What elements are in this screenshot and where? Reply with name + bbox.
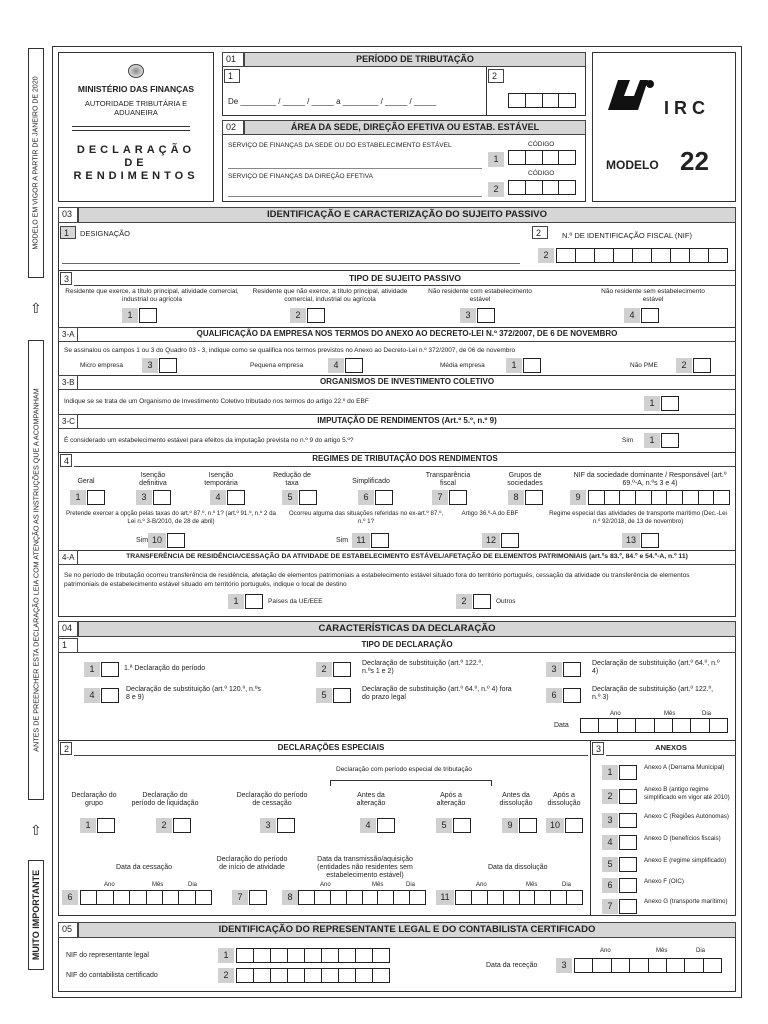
q04-3-number: 3 bbox=[592, 742, 604, 755]
cess-n: 6 bbox=[62, 890, 78, 905]
q04-number: 04 bbox=[58, 621, 78, 637]
q4-opt11-label: Ocorreu alguma das situações referidas no ex-art.º 87.º, n.º 1? bbox=[288, 510, 444, 525]
anexo-a-n: 1 bbox=[602, 765, 618, 780]
q01-field2-number: 2 bbox=[488, 69, 504, 83]
q3-opt3-n: 3 bbox=[460, 308, 476, 323]
decl-opt3-checkbox[interactable] bbox=[563, 662, 581, 677]
decl-data-cells[interactable] bbox=[580, 718, 728, 733]
q02-n1: 1 bbox=[488, 152, 504, 167]
nif-label: N.º DE IDENTIFICAÇÃO FISCAL (NIF) bbox=[562, 231, 692, 240]
q3b-number: 3-B bbox=[58, 375, 78, 390]
esp-liq-n: 2 bbox=[156, 818, 172, 833]
nif-rep-label: NIF do representante legal bbox=[66, 952, 149, 959]
anexo-d-label: Anexo D (benefícios fiscais) bbox=[644, 835, 721, 842]
anexo-a-label: Anexo A (Derrama Municipal) bbox=[644, 764, 725, 771]
q4-opt11-n: 11 bbox=[352, 533, 370, 548]
model-box bbox=[592, 52, 736, 202]
q02-code-label-2: CÓDIGO bbox=[528, 170, 555, 177]
anexo-f-checkbox[interactable] bbox=[619, 878, 637, 893]
nif-cont-n: 2 bbox=[218, 968, 234, 983]
esp-apos-dis-label: Após a dissolução bbox=[547, 792, 581, 807]
decl-opt6-n: 6 bbox=[546, 688, 562, 703]
anexo-c-checkbox[interactable] bbox=[619, 813, 637, 828]
esp-antes-alt-checkbox[interactable] bbox=[377, 818, 395, 833]
q02-code2-cells[interactable] bbox=[508, 180, 576, 195]
q4-transp-n: 7 bbox=[432, 490, 448, 505]
transm-dia-label: Dia bbox=[406, 882, 416, 888]
anexo-b-label: Anexo B (antigo regime simplificado em vigor até 2010) bbox=[644, 786, 730, 801]
q4-simpl-checkbox[interactable] bbox=[375, 490, 393, 505]
q03-title: IDENTIFICAÇÃO E CARACTERIZAÇÃO DO SUJEITO PASSIVO bbox=[78, 207, 736, 223]
q05-number: 05 bbox=[58, 922, 78, 938]
esp-apos-dis-checkbox[interactable] bbox=[565, 818, 583, 833]
q4-nifdom-n: 9 bbox=[570, 490, 586, 505]
data-recepcao-cells[interactable] bbox=[574, 958, 722, 973]
data-recepcao-label: Data da receção bbox=[486, 962, 538, 969]
dis-ano-label: Ano bbox=[476, 882, 487, 888]
q03-number: 03 bbox=[58, 207, 78, 223]
q4-reducao-label: Redução de taxa bbox=[273, 472, 311, 487]
dis-dia-label: Dia bbox=[562, 882, 572, 888]
coat-of-arms-icon bbox=[128, 64, 144, 78]
q4-opt10-label: Pretende exercer a opção pelas taxas do art.º 87.º, n.º 1? (art.º 91.º, n.º 2 da Lei n.º 3-B/2010, de 28 de abril) bbox=[66, 510, 276, 525]
irc-logo-text: IRC bbox=[664, 98, 710, 118]
decl-opt4-checkbox[interactable] bbox=[101, 688, 119, 703]
esp-cess-checkbox[interactable] bbox=[277, 818, 295, 833]
decl-opt4-n: 4 bbox=[84, 688, 100, 703]
esp-antes-dis-checkbox[interactable] bbox=[519, 818, 537, 833]
cess-ano-label: Ano bbox=[104, 882, 115, 888]
q01-title: PERÍODO DE TRIBUTAÇÃO bbox=[244, 52, 586, 67]
q4-number: 4 bbox=[60, 454, 72, 467]
decl-opt5-checkbox[interactable] bbox=[333, 688, 351, 703]
recep-mes-label: Mês bbox=[656, 948, 668, 954]
decl-opt3-label: Declaração de substituição (art.º 64.º, n.º 4) bbox=[592, 660, 720, 675]
q3-opt4-label: Não residente sem estabelecimento estável bbox=[601, 288, 705, 303]
side-strip-2 bbox=[28, 340, 44, 800]
cess-mes-label: Mês bbox=[152, 882, 164, 888]
arrow-up-icon: ⇧ bbox=[30, 300, 42, 316]
authority-name: AUTORIDADE TRIBUTÁRIA E ADUANEIRA bbox=[84, 99, 188, 117]
q3-opt4-n: 4 bbox=[624, 308, 640, 323]
q3a-micro-label: Micro empresa bbox=[80, 362, 123, 369]
q3b-checkbox[interactable] bbox=[661, 396, 679, 411]
anexo-d-n: 4 bbox=[602, 835, 618, 850]
q3a-micro-checkbox[interactable] bbox=[159, 358, 177, 373]
esp-antes-alt-label: Antes da alteração bbox=[356, 792, 386, 807]
q4-reducao-n: 5 bbox=[282, 490, 298, 505]
q3a-media-n: 1 bbox=[506, 358, 522, 373]
anexo-g-label: Anexo G (transporte marítimo) bbox=[644, 898, 728, 905]
esp-antes-dis-label: Antes da dissolução bbox=[499, 792, 533, 807]
dis-n: 11 bbox=[436, 890, 454, 905]
q3a-number: 3-A bbox=[58, 327, 78, 342]
q3c-text: É considerado um estabelecimento estável para efeitos da imputação prevista no n.º 9 do artigo 5.º? bbox=[64, 437, 354, 444]
q02-row2-label: SERVIÇO DE FINANÇAS DA DIREÇÃO EFETIVA bbox=[228, 173, 373, 180]
q3a-pequena-checkbox[interactable] bbox=[345, 358, 363, 373]
q3a-title: QUALIFICAÇÃO DA EMPRESA NOS TERMOS DO ANEXO AO DECRETO-LEI N.º 372/2007, DE 6 DE NOVEMBRO bbox=[78, 327, 736, 342]
q3a-naopme-label: Não PME bbox=[630, 362, 658, 369]
data-dissolucao-cells[interactable] bbox=[455, 890, 583, 905]
esp-grupo-checkbox[interactable] bbox=[97, 818, 115, 833]
q3b-n: 1 bbox=[644, 396, 660, 411]
q02-number: 02 bbox=[222, 120, 244, 135]
decl-opt1-n: 1 bbox=[84, 662, 100, 677]
side-important-text: MUITO IMPORTANTE bbox=[31, 869, 41, 961]
q04-2-number: 2 bbox=[60, 742, 72, 755]
nif-cont-cells[interactable] bbox=[236, 968, 390, 983]
nif-cells[interactable] bbox=[556, 248, 728, 263]
at-logo-icon bbox=[604, 76, 654, 112]
decl-opt1-checkbox[interactable] bbox=[101, 662, 119, 677]
q01-field2-cells[interactable] bbox=[508, 93, 576, 108]
q3a-pequena-n: 4 bbox=[328, 358, 344, 373]
esp-liq-checkbox[interactable] bbox=[173, 818, 191, 833]
q02-row1-label: SERVIÇO DE FINANÇAS DA SEDE OU DO ESTABELECIMENTO ESTÁVEL bbox=[228, 142, 452, 149]
q3c-number: 3-C bbox=[58, 414, 78, 429]
recep-dia-label: Dia bbox=[696, 948, 706, 954]
q3a-naopme-checkbox[interactable] bbox=[693, 358, 711, 373]
q3-number: 3 bbox=[60, 272, 72, 285]
decl-opt2-checkbox[interactable] bbox=[333, 662, 351, 677]
q4-opt10-n: 10 bbox=[148, 533, 166, 548]
side-instructions-text: ANTES DE PREENCHER ESTA DECLARAÇÃO LEIA COM ATENÇÃO AS INSTRUÇÕES QUE A ACOMPANHAM bbox=[31, 388, 41, 752]
q3-opt2-label: Residente que não exerce, a título principal, atividade comercial, industrial ou agrícola bbox=[252, 288, 408, 303]
decl-opt4-label: Declaração de substituição (art.º 120.º, n.ºs 8 e 9) bbox=[126, 686, 261, 701]
transm-mes-label: Mês bbox=[372, 882, 384, 888]
q04-1-number: 1 bbox=[58, 638, 78, 653]
q4-geral-n: 1 bbox=[70, 490, 86, 505]
q3b-title: ORGANISMOS DE INVESTIMENTO COLETIVO bbox=[78, 375, 736, 390]
side-vigor-text: MODELO EM VIGOR A PARTIR DE JANEIRO DE 2020 bbox=[32, 76, 40, 250]
esp-apos-alt-checkbox[interactable] bbox=[453, 818, 471, 833]
q4-opt11-sim: Sim bbox=[336, 537, 349, 544]
anexo-e-label: Anexo E (regime simplificado) bbox=[644, 857, 727, 864]
anexo-d-checkbox[interactable] bbox=[619, 835, 637, 850]
ministry-name: MINISTÉRIO DAS FINANÇAS bbox=[77, 84, 195, 94]
q3b-text: Indique se se trata de um Organismo de Investimento Coletivo tributado nos termos do artigo 22.º do EBF bbox=[64, 398, 369, 405]
q3-opt4-checkbox[interactable] bbox=[641, 308, 659, 323]
decl-opt6-label: Declaração de substituição (art.º 122.º, n.º 3) bbox=[592, 686, 714, 701]
nif-rep-cells[interactable] bbox=[236, 948, 390, 963]
q4-nifdom-label: NIF da sociedade dominante / Responsável (art.º 69.º-A, n.ºs 3 e 4) bbox=[573, 472, 727, 487]
recep-n: 3 bbox=[556, 958, 572, 973]
esp-apos-dis-n: 10 bbox=[546, 818, 564, 833]
decl-opt6-checkbox[interactable] bbox=[563, 688, 581, 703]
q4a-title: TRANSFERÊNCIA DE RESIDÊNCIA/CESSAÇÃO DA ATIVIDADE DE ESTABELECIMENTO ESTÁVEL/AFETAÇÃO DE ELEMENTOS PATRIMONIAIS (art.ºs 83.º, 84.º e 54.º-A, n.º 11) bbox=[78, 550, 736, 565]
q01-number: 01 bbox=[222, 52, 244, 67]
esp-apos-alt-label: Após a alteração bbox=[436, 792, 466, 807]
q02-n2: 2 bbox=[488, 182, 504, 197]
q4-nifdom-cells[interactable] bbox=[588, 490, 730, 505]
anexo-b-checkbox[interactable] bbox=[619, 789, 637, 804]
q02-code-label-1: CÓDIGO bbox=[528, 141, 555, 148]
q3a-pequena-label: Pequena empresa bbox=[250, 362, 304, 369]
q4-transp-label: Transparência fiscal bbox=[425, 472, 471, 487]
q3c-n: 1 bbox=[644, 433, 660, 448]
q4-opt12-n: 12 bbox=[482, 533, 500, 548]
data-transm-cells[interactable] bbox=[298, 890, 426, 905]
decl-opt2-label: Declaração de substituição (art.º 122.º, n.ºs 1 e 2) bbox=[362, 660, 484, 675]
q4-isdef-n: 3 bbox=[136, 490, 152, 505]
q3-opt1-checkbox[interactable] bbox=[139, 308, 157, 323]
designacao-label: DESIGNAÇÃO bbox=[80, 229, 131, 238]
decl-dia-label: Dia bbox=[702, 711, 712, 717]
transm-n: 8 bbox=[282, 890, 298, 905]
nif-rep-n: 1 bbox=[218, 948, 234, 963]
decl-inicio-checkbox[interactable] bbox=[249, 890, 267, 905]
q4-reducao-checkbox[interactable] bbox=[299, 490, 317, 505]
q3-opt3-checkbox[interactable] bbox=[477, 308, 495, 323]
q4-opt11-checkbox[interactable] bbox=[371, 533, 389, 548]
q3-opt1-n: 1 bbox=[122, 308, 138, 323]
anexo-a-checkbox[interactable] bbox=[619, 765, 637, 780]
q4a-n1: 1 bbox=[228, 594, 244, 609]
q4a-text: Se no período de tributação ocorreu transferência de residência, afetação de elementos patrimoniais a estabelecimento estável situado fora do território português, cessação da atividade ou transferência de elementos patrimoniais de estabelecimento estável situado em território português, indique o local de destino bbox=[64, 572, 690, 588]
q02-code1-cells[interactable] bbox=[508, 150, 576, 165]
esp-grupo-n: 1 bbox=[80, 818, 96, 833]
q4-simpl-n: 6 bbox=[358, 490, 374, 505]
anexo-c-n: 3 bbox=[602, 813, 618, 828]
model-label: MODELO bbox=[606, 158, 659, 172]
q04-1-title: TIPO DE DECLARAÇÃO bbox=[78, 638, 736, 653]
q4-istemp-n: 4 bbox=[210, 490, 226, 505]
anexo-b-n: 2 bbox=[602, 789, 618, 804]
esp-antes-dis-n: 9 bbox=[502, 818, 518, 833]
esp-antes-alt-n: 4 bbox=[360, 818, 376, 833]
q4-isdef-checkbox[interactable] bbox=[153, 490, 171, 505]
decl-data-label: Data bbox=[554, 722, 569, 729]
anexo-e-checkbox[interactable] bbox=[619, 857, 637, 872]
anexo-g-checkbox[interactable] bbox=[619, 899, 637, 914]
esp-cess-label: Declaração do período de cessação bbox=[236, 792, 308, 807]
q04-3-title: ANEXOS bbox=[606, 741, 736, 756]
q3-title: TIPO DE SUJEITO PASSIVO bbox=[74, 271, 736, 286]
q04-title: CARACTERÍSTICAS DA DECLARAÇÃO bbox=[78, 621, 736, 637]
q4-opt13-n: 13 bbox=[622, 533, 640, 548]
esp-apos-alt-n: 5 bbox=[436, 818, 452, 833]
q04-2-title: DECLARAÇÕES ESPECIAIS bbox=[74, 741, 588, 756]
nif-n2: 2 bbox=[538, 248, 554, 263]
q4-geral-checkbox[interactable] bbox=[87, 490, 105, 505]
q4-transp-checkbox[interactable] bbox=[449, 490, 467, 505]
data-dissolucao-label: Data da dissolução bbox=[488, 864, 548, 871]
q3c-title: IMPUTAÇÃO DE RENDIMENTOS (Art.º 5.º, n.º 9) bbox=[78, 414, 736, 429]
q05-title: IDENTIFICAÇÃO DO REPRESENTANTE LEGAL E DO CONTABILISTA CERTIFICADO bbox=[78, 922, 736, 938]
q3-opt1-label: Residente que exerce, a título principal, atividade comercial, industrial ou agrícola bbox=[65, 288, 239, 303]
q01-period-line: De ________ / _____ / _____ a ________ / _____ / _____ bbox=[228, 97, 437, 106]
q02-title: ÁREA DA SEDE, DIREÇÃO EFETIVA OU ESTAB. ESTÁVEL bbox=[244, 120, 586, 135]
q4a-outros-label: Outros bbox=[496, 598, 516, 605]
q03-1-number: 1 bbox=[60, 226, 76, 239]
q4-opt13-checkbox[interactable] bbox=[641, 533, 659, 548]
q4-title: REGIMES DE TRIBUTAÇÃO DOS RENDIMENTOS bbox=[74, 452, 736, 467]
anexo-e-n: 5 bbox=[602, 857, 618, 872]
q4a-n2: 2 bbox=[456, 594, 472, 609]
anexo-f-label: Anexo F (OIC) bbox=[644, 878, 684, 885]
q4a-number: 4-A bbox=[58, 550, 78, 565]
data-cessacao-label: Data da cessação bbox=[116, 864, 173, 871]
nif-cont-label: NIF do contabilista certificado bbox=[66, 972, 158, 979]
q3a-media-checkbox[interactable] bbox=[523, 358, 541, 373]
q4-opt12-label: Artigo 36.º-A do EBF bbox=[461, 510, 519, 517]
q4a-outros-checkbox[interactable] bbox=[473, 594, 491, 609]
esp-cess-n: 3 bbox=[260, 818, 276, 833]
q3a-micro-n: 3 bbox=[142, 358, 158, 373]
q3a-naopme-n: 2 bbox=[676, 358, 692, 373]
q3-opt2-n: 2 bbox=[290, 308, 306, 323]
q4-istemp-checkbox[interactable] bbox=[227, 490, 245, 505]
cess-dia-label: Dia bbox=[188, 882, 198, 888]
anexo-c-label: Anexo C (Regiões Autónomas) bbox=[644, 813, 729, 820]
document-title: DECLARAÇÃO DE RENDIMENTOS bbox=[73, 144, 199, 182]
q4-opt12-checkbox[interactable] bbox=[501, 533, 519, 548]
q4-isdef-label: Isenção definitiva bbox=[139, 472, 167, 487]
q01-field1-number: 1 bbox=[224, 69, 240, 83]
anexo-f-n: 6 bbox=[602, 878, 618, 893]
q3c-sim-label: Sim bbox=[622, 437, 634, 444]
q3a-text: Se assinalou os campos 1 ou 3 do Quadro 03 - 3, indique como se qualifica nos termos previstos no Anexo ao Decreto-Lei n.º 372/2007, de 06 de novembro bbox=[64, 347, 516, 354]
q03-2-number: 2 bbox=[532, 226, 548, 239]
esp-grupo-label: Declaração do grupo bbox=[71, 792, 117, 807]
data-transm-label: Data da transmissão/aquisição (entidades não residentes sem estabelecimento estável) bbox=[317, 856, 413, 879]
q4-grupos-n: 8 bbox=[508, 490, 524, 505]
decl-mes-label: Mês bbox=[664, 711, 676, 717]
q4-opt10-checkbox[interactable] bbox=[167, 533, 185, 548]
dis-mes-label: Mês bbox=[526, 882, 538, 888]
inicio-n: 7 bbox=[232, 890, 248, 905]
decl-opt2-n: 2 bbox=[316, 662, 332, 677]
decl-inicio-label: Declaração do período de início de atividade bbox=[216, 856, 288, 871]
esp-liq-label: Declaração do período de liquidação bbox=[131, 792, 199, 807]
transm-ano-label: Ano bbox=[320, 882, 331, 888]
q3c-checkbox[interactable] bbox=[661, 433, 679, 448]
q4-grupos-checkbox[interactable] bbox=[525, 490, 543, 505]
recep-ano-label: Ano bbox=[600, 948, 611, 954]
q4-opt10-sim: Sim bbox=[136, 537, 149, 544]
periodo-especial-bracket bbox=[330, 780, 492, 786]
q4a-ue-label: Países da UE/EEE bbox=[268, 598, 323, 605]
model-number: 22 bbox=[680, 146, 709, 176]
q4-opt13-label: Regime especial das atividades de transporte marítimo (Dec.-Lei n.º 92/2018, de 13 de novembro) bbox=[549, 510, 727, 525]
q3-opt3-label: Não residente com estabelecimento estável bbox=[428, 288, 532, 303]
decl-opt5-label: Declaração de substituição (art.º 64.º, n.º 4) fora do prazo legal bbox=[362, 686, 512, 701]
arrow-up-icon: ⇧ bbox=[30, 822, 42, 838]
q4-geral-label: Geral bbox=[77, 478, 95, 485]
q3-opt2-checkbox[interactable] bbox=[307, 308, 325, 323]
decl-opt5-n: 5 bbox=[316, 688, 332, 703]
q3a-media-label: Média empresa bbox=[440, 362, 485, 369]
data-cessacao-cells[interactable] bbox=[80, 890, 212, 905]
q4a-ue-checkbox[interactable] bbox=[245, 594, 263, 609]
decl-opt1-label: 1.ª Declaração do período bbox=[124, 665, 206, 672]
anexo-g-n: 7 bbox=[602, 899, 618, 914]
decl-opt3-n: 3 bbox=[546, 662, 562, 677]
q4-grupos-label: Grupos de sociedades bbox=[507, 472, 543, 487]
periodo-especial-label: Declaração com período especial de tributação bbox=[336, 766, 472, 773]
q4-istemp-label: Isenção temporária bbox=[204, 472, 238, 487]
q4-simpl-label: Simplificado bbox=[352, 478, 390, 485]
decl-ano-label: Ano bbox=[610, 711, 621, 717]
